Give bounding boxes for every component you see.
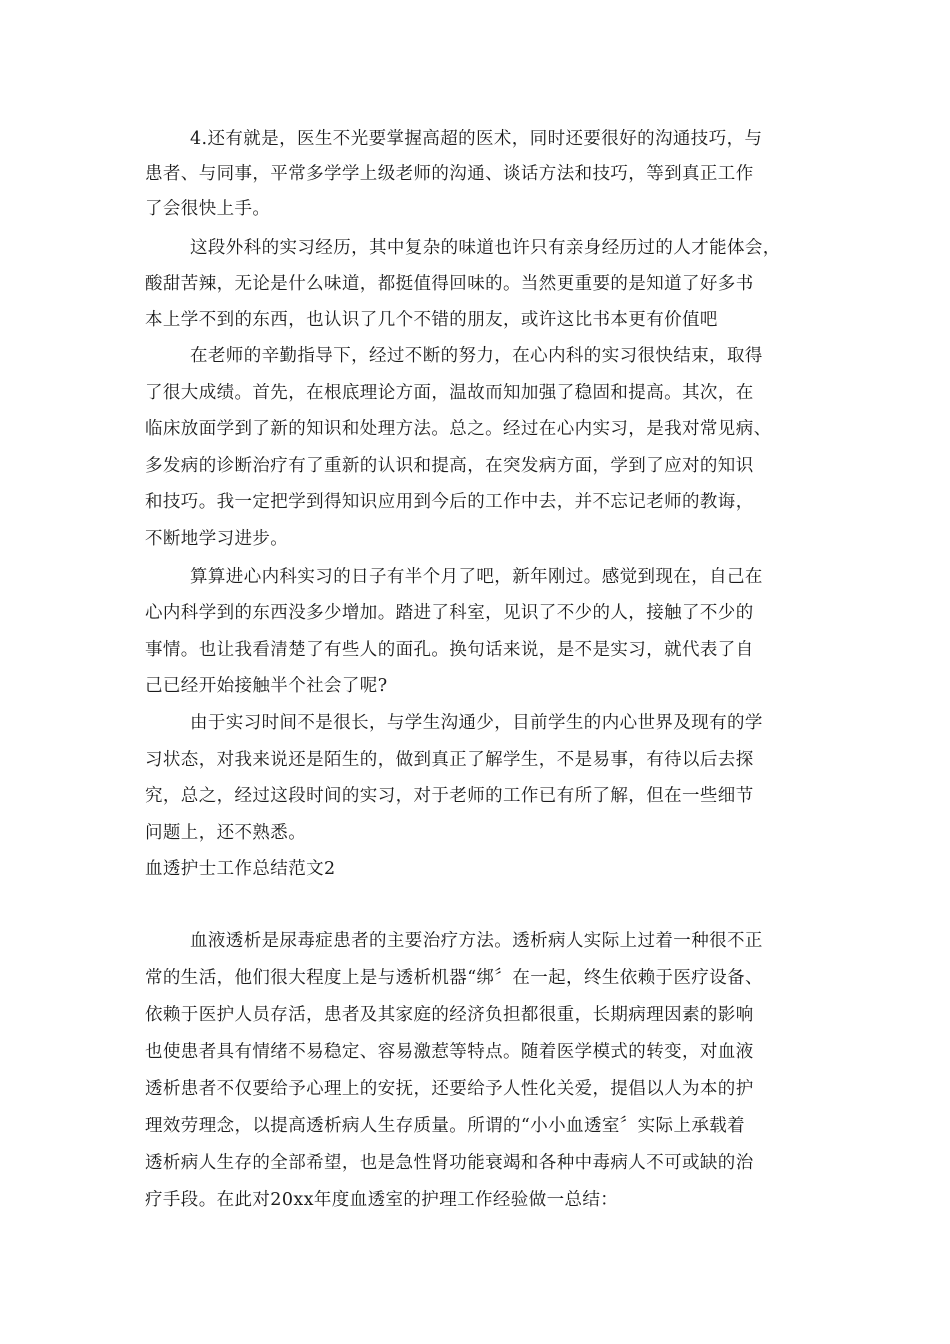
section-paragraph-line-3: 依赖于医护人员存活，患者及其家庭的经济负担都很重，长期病理因素的影响 [145, 1005, 754, 1025]
paragraph-1-line-3: 了会很快上手。 [145, 199, 271, 219]
paragraph-5-line-3: 究，总之，经过这段时间的实习，对于老师的工作已有所了解，但在一些细节 [145, 786, 754, 806]
paragraph-5-line-2: 习状态，对我来说还是陌生的，做到真正了解学生，不是易事，有待以后去探 [145, 750, 754, 770]
section-paragraph-line-1: 血液透析是尿毒症患者的主要治疗方法。透析病人实际上过着一种很不正 [190, 931, 763, 951]
paragraph-3-line-2: 了很大成绩。首先，在根底理论方面，温故而知加强了稳固和提高。其次，在 [145, 383, 754, 403]
section-paragraph-line-6: 理效劳理念，以提高透析病人生存质量。所谓的“小小血透室〞实际上承载着 [145, 1116, 746, 1136]
paragraph-3-line-3: 临床放面学到了新的知识和处理方法。总之。经过在心内实习，是我对常见病、 [145, 419, 772, 439]
paragraph-3-line-1: 在老师的辛勤指导下，经过不断的努力，在心内科的实习很快结束，取得 [190, 346, 763, 366]
paragraph-4-line-2: 心内科学到的东西没多少增加。踏进了科室，见识了不少的人，接触了不少的 [145, 603, 754, 623]
section-paragraph-line-5: 透析患者不仅要给予心理上的安抚，还要给予人性化关爱，提倡以人为本的护 [145, 1079, 754, 1099]
paragraph-5-line-1: 由于实习时间不是很长，与学生沟通少，目前学生的内心世界及现有的学 [190, 713, 763, 733]
section-paragraph-line-2: 常的生活，他们很大程度上是与透析机器“绑〞在一起，终生依赖于医疗设备、 [145, 968, 763, 988]
section-title: 血透护士工作总结范文2 [145, 859, 336, 879]
paragraph-2-line-1: 这段外科的实习经历，其中复杂的味道也许只有亲身经历过的人才能体会， [190, 238, 781, 258]
paragraph-5-line-4: 问题上，还不熟悉。 [145, 823, 307, 843]
paragraph-2-line-2: 酸甜苦辣，无论是什么味道，都挺值得回味的。当然更重要的是知道了好多书 [145, 274, 754, 294]
section-paragraph-line-4: 也使患者具有情绪不易稳定、容易激惹等特点。随着医学模式的转变，对血液 [145, 1042, 754, 1062]
paragraph-1-line-1: 4.还有就是，医生不光要掌握高超的医术，同时还要很好的沟通技巧，与 [190, 129, 763, 149]
paragraph-2-line-3: 本上学不到的东西，也认识了几个不错的朋友，或许这比书本更有价值吧 [145, 310, 718, 330]
paragraph-4-line-4: 己已经开始接触半个社会了呢? [145, 676, 388, 696]
section-paragraph-line-8: 疗手段。在此对20xx年度血透室的护理工作经验做一总结： [145, 1190, 619, 1210]
paragraph-4-line-1: 算算进心内科实习的日子有半个月了吧，新年刚过。感觉到现在，自己在 [190, 567, 763, 587]
paragraph-3-line-6: 不断地学习进步。 [145, 529, 289, 549]
paragraph-1-line-2: 患者、与同事，平常多学学上级老师的沟通、谈话方法和技巧，等到真正工作 [145, 164, 754, 184]
section-paragraph-line-7: 透析病人生存的全部希望，也是急性肾功能衰竭和各种中毒病人不可或缺的治 [145, 1153, 754, 1173]
paragraph-3-line-4: 多发病的诊断治疗有了重新的认识和提高，在突发病方面，学到了应对的知识 [145, 456, 754, 476]
paragraph-4-line-3: 事情。也让我看清楚了有些人的面孔。换句话来说，是不是实习，就代表了自 [145, 640, 754, 660]
paragraph-3-line-5: 和技巧。我一定把学到得知识应用到今后的工作中去，并不忘记老师的教诲， [145, 492, 754, 512]
